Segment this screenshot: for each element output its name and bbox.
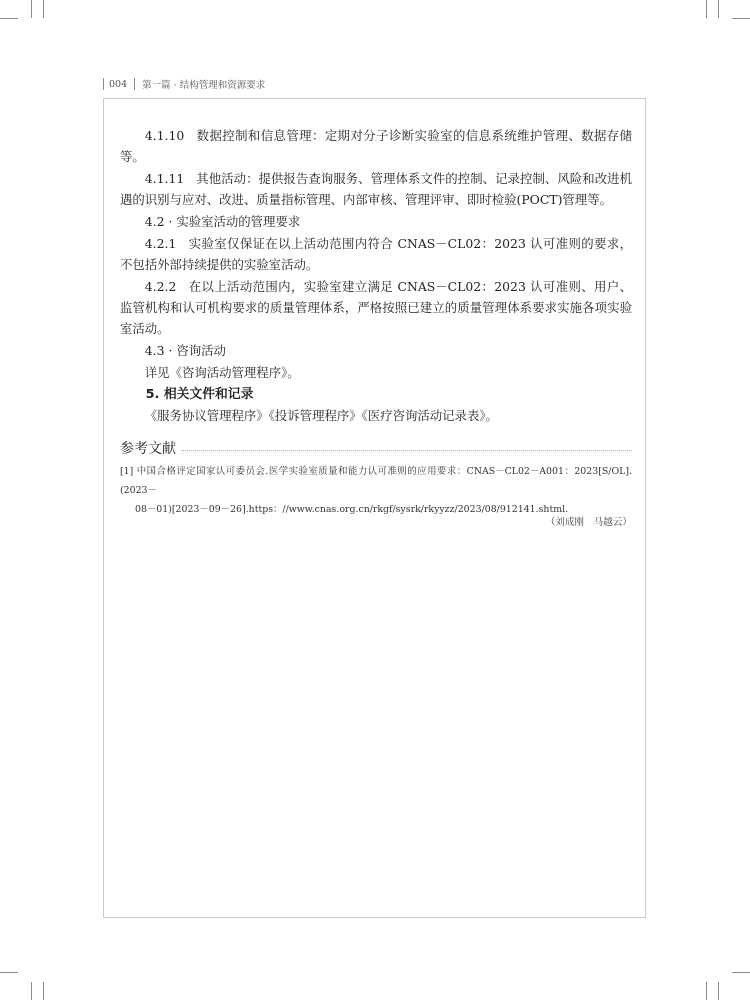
main-content bbox=[120, 125, 632, 427]
reference-label: [1] bbox=[120, 466, 134, 477]
section-heading: 5. 相关文件和记录 bbox=[145, 387, 254, 402]
crop-mark bbox=[718, 982, 719, 1000]
references-title: 参考文献 bbox=[120, 441, 176, 457]
paragraph-4-1-10 bbox=[120, 125, 632, 167]
running-head-title: 第一篇 · 结构管理和资源要求 bbox=[142, 80, 266, 91]
reference-line bbox=[120, 462, 632, 500]
paragraph-4-3: 详见《咨询活动管理程序》。 bbox=[144, 365, 300, 380]
reference-line-continued: 08－01)[2023－09－26].https：//www.cnas.org.cn/rkgf/sysrk/rkyyzz/2023/08/912141.shtml. bbox=[135, 504, 569, 515]
running-head bbox=[103, 76, 265, 92]
crop-mark bbox=[706, 982, 707, 1000]
author-credit: （刘成刚 马越云） bbox=[545, 517, 632, 528]
dotted-rule bbox=[182, 450, 632, 451]
crop-mark bbox=[718, 0, 719, 18]
clause-text: 数据控制和信息管理：定期对分子诊断实验室的信息系统维护管理、数据存储等。 bbox=[120, 128, 632, 164]
crop-mark bbox=[43, 982, 44, 1000]
clause-number: 4.1.11 bbox=[144, 171, 185, 186]
crop-mark bbox=[732, 972, 750, 973]
references-header bbox=[120, 438, 632, 458]
crop-mark bbox=[43, 0, 44, 18]
clause-text: 其他活动：提供报告查询服务、管理体系文件的控制、记录控制、风险和改进机遇的识别与应对、改进、质量指标管理、内部审核、管理评审、即时检验(POCT)管理等。 bbox=[120, 171, 632, 207]
crop-mark bbox=[0, 972, 18, 973]
subheading-4-3: 4.3 · 咨询活动 bbox=[144, 343, 226, 358]
crop-mark bbox=[0, 18, 18, 19]
clause-number: 4.2.2 bbox=[144, 279, 177, 294]
clause-number: 4.1.10 bbox=[144, 128, 185, 143]
paragraph-4-1-11 bbox=[120, 168, 632, 210]
paragraph-4-2-2 bbox=[120, 276, 632, 339]
crop-mark bbox=[706, 0, 707, 18]
clause-number: 4.2.1 bbox=[144, 236, 177, 251]
clause-text: 在以上活动范围内，实验室建立满足 CNAS－CL02：2023 认可准则、用户、监管机构和认可机构要求的质量管理体系，严格按照已建立的质量管理体系要求实施各项实验室活动。 bbox=[120, 279, 632, 336]
crop-mark bbox=[31, 0, 32, 18]
paragraph-4-2-1 bbox=[120, 233, 632, 275]
clause-text: 实验室仅保证在以上活动范围内符合 CNAS－CL02：2023 认可准则的要求，不包括外部持续提供的实验室活动。 bbox=[120, 236, 632, 272]
reference-text: 中国合格评定国家认可委员会.医学实验室质量和能力认可准则的应用要求：CNAS－CL02－A001：2023[S/OL].(2023－ bbox=[120, 466, 632, 496]
subheading-4-2: 4.2 · 实验室活动的管理要求 bbox=[144, 214, 301, 229]
section-text: 《服务协议管理程序》《投诉管理程序》《医疗咨询活动记录表》。 bbox=[144, 408, 498, 423]
reference-item bbox=[120, 462, 632, 519]
crop-mark bbox=[31, 982, 32, 1000]
page-number: 004 bbox=[109, 78, 128, 90]
crop-mark bbox=[732, 18, 750, 19]
